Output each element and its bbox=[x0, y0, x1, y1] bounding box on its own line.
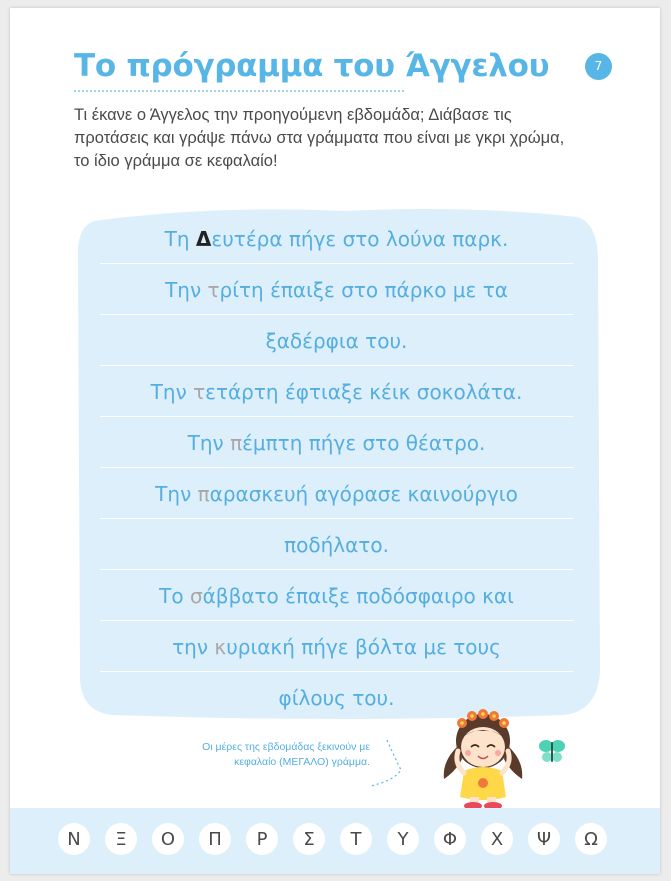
note-arrow-icon bbox=[365, 738, 409, 798]
line-text-before: την bbox=[172, 635, 215, 659]
line-text-after: ξαδέρφια του. bbox=[265, 329, 408, 353]
alphabet-letter: Σ bbox=[293, 823, 325, 855]
alphabet-letter: Τ bbox=[340, 823, 372, 855]
exercise-line bbox=[100, 417, 573, 468]
line-text-after: υριακή πήγε βόλτα με τους bbox=[226, 635, 501, 659]
alphabet-letter: Ο bbox=[152, 823, 184, 855]
instructions-text: Τι έκανε ο Άγγελος την προηγούμενη εβδομάδα; Διάβασε τις προτάσεις και γράψε πάνω στα γράμματα που είναι με γκρι χρώμα, το ίδιο γράμμα σε κεφαλαίο! bbox=[74, 106, 565, 170]
line-text-after: άββατο έπαιξε ποδόσφαιρο και bbox=[202, 584, 514, 608]
gray-letter-to-trace[interactable]: τ bbox=[193, 380, 206, 404]
gray-letter-to-trace[interactable]: π bbox=[230, 431, 243, 455]
line-text-before: Το bbox=[159, 584, 190, 608]
exercise-line bbox=[100, 366, 573, 417]
gray-letter-to-trace[interactable]: σ bbox=[189, 584, 203, 608]
exercise-line bbox=[100, 519, 573, 570]
line-text-after: ρίτη έπαιξε στο πάρκο με τα bbox=[219, 278, 508, 302]
alphabet-letter: Ν bbox=[58, 823, 90, 855]
line-text-before: Την bbox=[165, 278, 208, 302]
alphabet-letter: Ψ bbox=[528, 823, 560, 855]
exercise-line bbox=[100, 264, 573, 315]
line-text-before: Την bbox=[187, 431, 231, 455]
line-text-before: Την bbox=[155, 482, 198, 506]
line-text-after: αρασκευή αγόρασε καινούργιο bbox=[209, 482, 518, 506]
alphabet-letter: Ω bbox=[575, 823, 607, 855]
line-text-before: Τη bbox=[164, 227, 196, 251]
page-title: Το πρόγραμμα του Άγγελου bbox=[74, 48, 550, 84]
alphabet-letter: Ξ bbox=[105, 823, 137, 855]
alphabet-letter: Χ bbox=[481, 823, 513, 855]
line-text-before: Την bbox=[150, 380, 194, 404]
title-dotted-underline bbox=[74, 90, 404, 92]
workbook-page bbox=[10, 8, 660, 874]
gray-letter-to-trace[interactable]: π bbox=[197, 482, 210, 506]
exercise-line bbox=[100, 621, 573, 672]
exercise-line bbox=[100, 315, 573, 366]
line-text-after: ετάρτη έφτιαξε κέικ σοκολάτα. bbox=[205, 380, 523, 404]
alphabet-letters bbox=[58, 823, 607, 855]
exercise-line bbox=[100, 213, 573, 264]
alphabet-letter: Φ bbox=[434, 823, 466, 855]
line-text-after: ευτέρα πήγε στο λούνα παρκ. bbox=[211, 227, 509, 251]
alphabet-letter: Ρ bbox=[246, 823, 278, 855]
butterfly-icon bbox=[537, 736, 567, 766]
line-text-after: ποδήλατο. bbox=[284, 533, 389, 557]
gray-letter-to-trace[interactable]: κ bbox=[214, 635, 227, 659]
exercise-line bbox=[100, 468, 573, 519]
alphabet-letter: Υ bbox=[387, 823, 419, 855]
exercise-lines bbox=[100, 213, 573, 722]
traced-capital-letter[interactable]: Δ bbox=[195, 227, 212, 251]
line-text-after: έμπτη πήγε στο θέατρο. bbox=[242, 431, 486, 455]
line-text-after: φίλους του. bbox=[278, 686, 395, 710]
page-number-badge: 7 bbox=[585, 53, 612, 80]
gray-letter-to-trace[interactable]: τ bbox=[207, 278, 220, 302]
girl-illustration-icon bbox=[428, 701, 538, 811]
exercise-line bbox=[100, 570, 573, 621]
alphabet-letter: Π bbox=[199, 823, 231, 855]
tip-note: Οι μέρες της εβδομάδας ξεκινούν με κεφαλαίο (ΜΕΓΑΛΟ) γράμμα. bbox=[202, 741, 370, 768]
